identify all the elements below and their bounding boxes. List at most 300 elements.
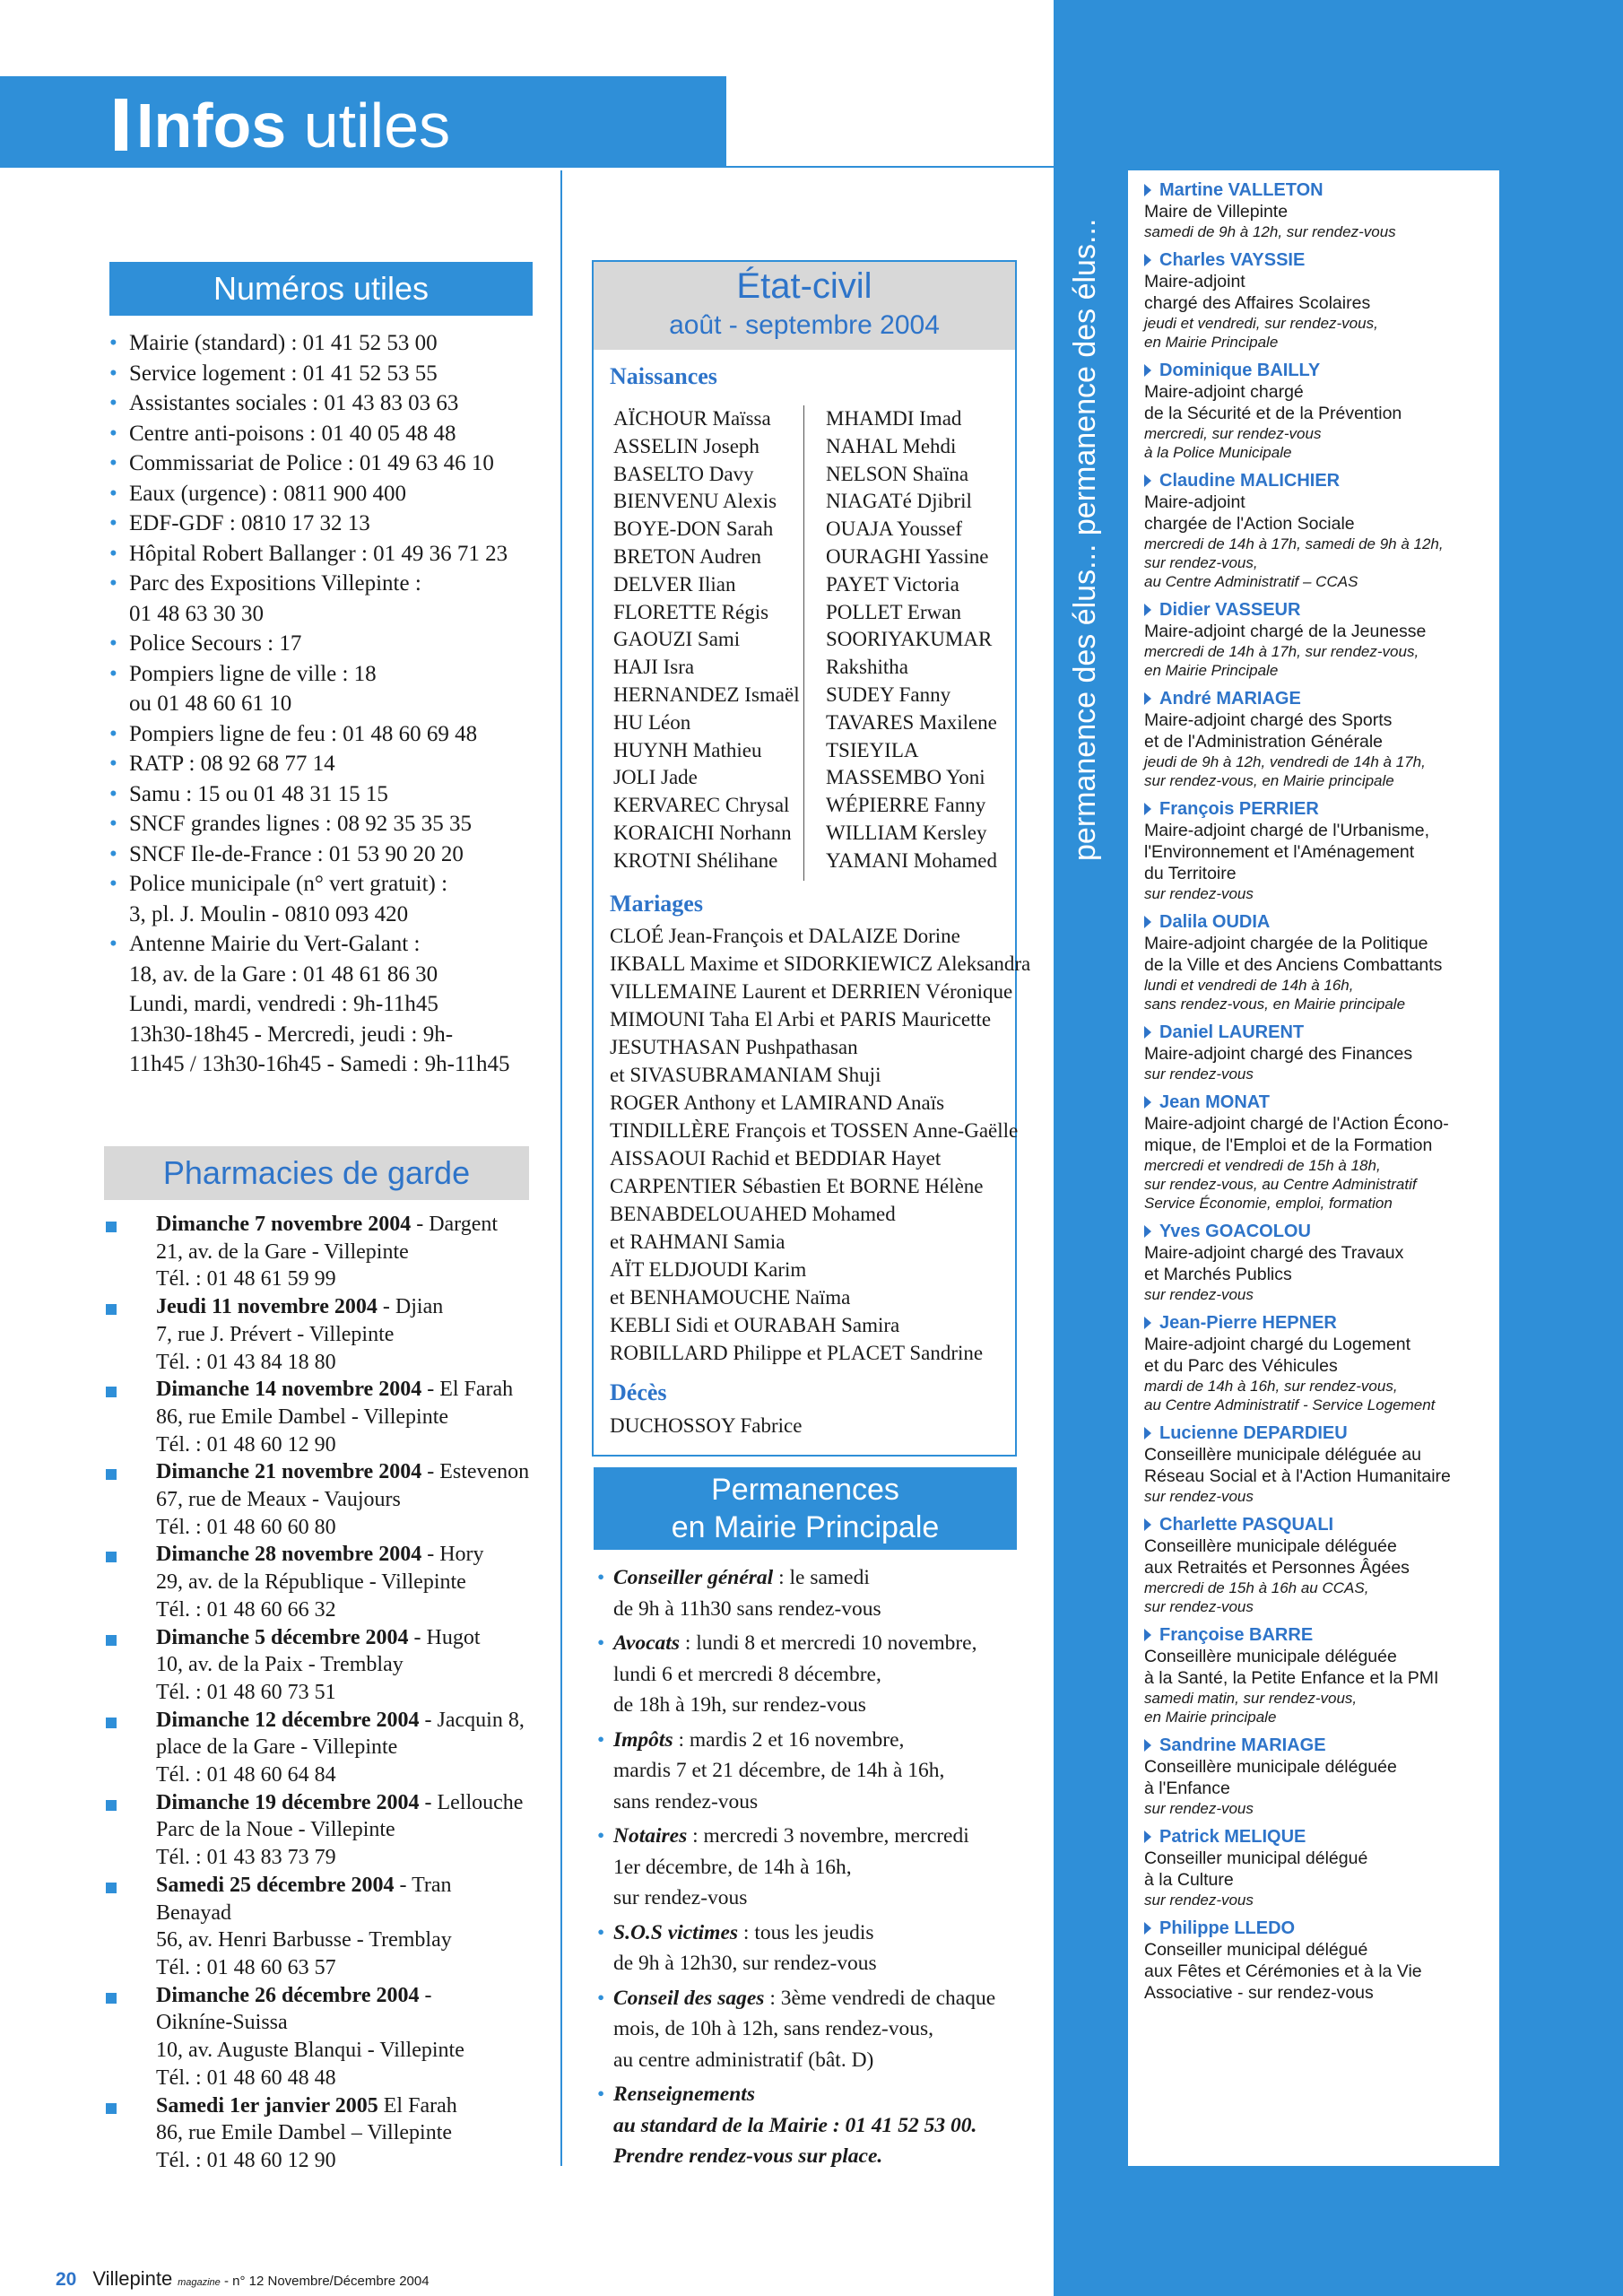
elu-item [1144,1918,1498,2004]
numero-item [109,659,540,719]
elu-role: l'Environnement et l'Aménagement [1144,842,1415,862]
elu-name: André MARIAGE [1144,688,1498,709]
deces-item: DUCHOSSOY Fabrice [610,1414,803,1437]
permanence-line [613,1983,1019,2014]
elu-role: Conseiller municipal délégué [1144,1848,1368,1868]
permanence-line [613,1918,1019,1949]
mariage-item: et SIVASUBRAMANIAM Shuji [610,1064,881,1086]
pharmacie-name-cont: Benayad [156,1900,231,1925]
numero-line: • Pompiers ligne de ville : 18 [129,661,377,686]
pharmacie-heading [156,1541,552,1569]
permanence-line [613,1821,1019,1852]
header-rule [0,166,1054,168]
pharmacie-phone: Tél. : 01 48 60 48 48 [156,2066,336,2090]
naissance-item: OUAJA Youssef [826,517,963,541]
permanence-line: 1er décembre, de 14h à 16h, [613,1855,852,1879]
mariages-heading: Mariages [610,891,703,917]
pharmacie-item [104,1458,552,1541]
elu-schedule: sur rendez-vous, [1144,554,1258,571]
mariage-item: CARPENTIER Sébastien Et BORNE Hélène [610,1175,984,1197]
numero-line: • Police municipale (n° vert gratuit) : [129,872,448,896]
numero-item [109,388,540,419]
naissance-item: GAOUZI Sami [613,628,741,651]
permanence-line: sans rendez-vous [613,1789,759,1813]
permanence-item [597,1983,1019,2076]
elu-role: Maire-adjoint chargé de la Jeunesse [1144,622,1427,641]
permanence-line: lundi 6 et mercredi 8 décembre, [613,1662,881,1686]
numero-item [109,569,540,629]
permanence-item [597,1725,1019,1818]
naissance-item: DELVER Ilian [613,572,736,596]
elu-role: Maire-adjoint chargé des Finances [1144,1044,1413,1064]
naissance-item: PAYET Victoria [826,572,959,596]
numero-line: • Mairie (standard) : 01 41 52 53 00 [129,331,438,355]
numero-line: • Eaux (urgence) : 0811 900 400 [129,481,406,506]
elu-item [1144,1221,1498,1304]
elu-schedule: sur rendez-vous [1144,885,1254,902]
numero-item [109,809,540,839]
mariage-item: TINDILLÈRE François et TOSSEN Anne-Gaëlle [610,1119,1019,1142]
elu-item [1144,1022,1498,1083]
elu-role: à l'Enfance [1144,1779,1230,1798]
elu-role: et de l'Administration Générale [1144,732,1384,752]
elu-item [1144,179,1498,241]
elu-role: à la Santé, la Petite Enfance et la PMI [1144,1668,1439,1688]
numero-item [109,448,540,479]
numero-item [109,929,540,1080]
naissance-item: KROTNI Shélihane [613,848,778,872]
elu-role: Maire-adjoint chargé de l'Urbanisme, [1144,821,1430,840]
naissance-item: BASELTO Davy [613,462,754,485]
numero-item [109,539,540,570]
elu-name: Dominique BAILLY [1144,360,1498,381]
elu-schedule: jeudi et vendredi, sur rendez-vous, [1144,315,1378,332]
pharmacie-heading [156,1789,552,1817]
numero-line: Lundi, mardi, vendredi : 9h-11h45 [129,992,438,1016]
elu-schedule: sur rendez-vous [1144,1598,1254,1615]
elu-role: Maire-adjoint [1144,272,1245,291]
elu-schedule: en Mairie principale [1144,1709,1277,1726]
naissance-item: FLORETTE Régis [613,600,769,623]
naissance-item: Rakshitha [826,656,908,679]
pharmacie-heading [156,1982,552,2010]
numero-line: 18, av. de la Gare : 01 48 61 86 30 [129,961,438,987]
pharmacie-name: - Jacquin 8, [419,1708,525,1732]
mariage-item: AÏT ELDJOUDI Karim [610,1258,807,1281]
naissance-item: SUDEY Fanny [826,683,951,706]
mariage-item: BENABDELOUAHED Mohamed [610,1203,896,1225]
pharmacie-phone: Tél. : 01 48 61 59 99 [156,1267,336,1292]
elus-list [1144,179,1498,2012]
elu-name: Charles VAYSSIE [1144,249,1498,271]
mariages-list [610,922,1030,1367]
naissances-separator [803,405,804,881]
mariage-item: ROGER Anthony et LAMIRAND Anaïs [610,1091,945,1114]
elu-item [1144,1624,1498,1726]
elu-role: Conseillère municipale déléguée [1144,1536,1397,1556]
permanence-text: : mardis 2 et 16 novembre, [673,1727,905,1752]
elu-item [1144,1735,1498,1818]
pharmacie-phone: Tél. : 01 43 83 73 79 [156,1846,336,1870]
elu-name: Jean-Pierre HEPNER [1144,1312,1498,1334]
pharmacie-name: - Dargent [411,1213,499,1236]
numero-line: • SNCF Ile-de-France : 01 53 90 20 20 [129,841,464,866]
elu-role: Associative - sur rendez-vous [1144,1983,1374,2003]
pharmacie-address: 67, rue de Meaux - Vaujours [156,1488,401,1512]
elu-role: Maire de Villepinte [1144,202,1289,222]
pharmacie-phone: Tél. : 01 48 60 66 32 [156,1597,336,1622]
numero-item [109,629,540,659]
naissance-item: KERVAREC Chrysal [613,794,790,817]
naissance-item: WILLIAM Kersley [826,821,987,844]
pharmacie-phone: Tél. : 01 48 60 12 90 [156,1432,336,1457]
elu-role: Maire-adjoint chargé du Logement [1144,1335,1411,1354]
pharmacie-phone: Tél. : 01 48 60 63 57 [156,1955,336,1979]
numero-line: • Samu : 15 ou 01 48 31 15 15 [129,781,388,806]
pharmacie-date: Samedi 25 décembre 2004 [156,1873,395,1897]
page-title [115,90,450,161]
numero-item [109,419,540,449]
naissance-item: NIAGATé Djibril [826,490,972,513]
elu-schedule: Service Économie, emploi, formation [1144,1195,1393,1212]
etat-civil-header [594,262,1015,350]
permanence-label: Impôts [613,1727,673,1752]
pharmacie-heading [156,1624,552,1652]
naissances-heading: Naissances [610,363,717,389]
naissance-item: TAVARES Maxilene [826,710,997,734]
naissance-item: YAMANI Mohamed [826,848,998,872]
mariage-item: IKBALL Maxime et SIDORKIEWICZ Aleksandra [610,952,1031,975]
numero-line: • Antenne Mairie du Vert-Galant : [129,932,421,956]
pharmacie-item [104,1376,552,1458]
footer-brand: Villepinte [92,2267,173,2290]
elu-name: Daniel LAURENT [1144,1022,1498,1043]
permanence-line: Prendre rendez-vous sur place. [613,2144,883,2168]
pharmacie-heading [156,2092,552,2120]
mariage-item: AISSAOUI Rachid et BEDDIAR Hayet [610,1147,942,1170]
pharmacie-address: 7, rue J. Prévert - Villepinte [156,1322,395,1346]
elu-schedule: au Centre Administratif – CCAS [1144,573,1358,590]
elu-item [1144,1826,1498,1909]
elu-name: Philippe LLEDO [1144,1918,1498,1939]
numero-line: 13h30-18h45 - Mercredi, jeudi : 9h- [129,1022,454,1047]
permanence-text: : 3ème vendredi de chaque [764,1986,996,2010]
elu-schedule: samedi matin, sur rendez-vous, [1144,1690,1358,1707]
elu-role: Maire-adjoint chargé [1144,382,1304,402]
elu-schedule: en Mairie Principale [1144,662,1279,679]
numero-item [109,749,540,779]
column-divider [560,170,562,2166]
elu-name: Yves GOACOLOU [1144,1221,1498,1242]
elu-item [1144,688,1498,790]
numero-item [109,779,540,810]
numero-line: 01 48 63 30 30 [129,601,264,626]
naissance-item: HERNANDEZ Ismaël [613,683,800,706]
naissance-item: NAHAL Mehdi [826,434,957,457]
elu-item [1144,798,1498,903]
pharmacie-address: 56, av. Henri Barbusse - Tremblay [156,1928,452,1952]
permanence-line [613,1628,1019,1659]
pharmacie-item [104,2092,552,2175]
numero-line: • Assistantes sociales : 01 43 83 03 63 [129,391,459,415]
permanence-line [613,1562,1019,1594]
elu-role: aux Fêtes et Cérémonies et à la Vie [1144,1961,1422,1981]
pharmacie-item [104,1707,552,1789]
pharmacie-phone: Tél. : 01 48 60 73 51 [156,1680,336,1704]
naissance-item: HAJI Isra [613,656,695,679]
pharmacie-heading [156,1458,552,1486]
pharmacie-name: - Hory [421,1543,484,1567]
pharmacies-list [104,1211,552,2175]
elu-role: Conseillère municipale déléguée [1144,1757,1397,1777]
permanence-label: Avocats [613,1631,680,1655]
elu-schedule: en Mairie Principale [1144,334,1279,351]
pharmacie-name: - Estevenon [421,1460,530,1484]
elu-name: Didier VASSEUR [1144,599,1498,621]
pharmacie-phone: Tél. : 01 48 60 60 80 [156,1515,336,1539]
naissance-item: JOLI Jade [613,766,698,789]
permanence-text: : mercredi 3 novembre, mercredi [687,1824,969,1848]
numero-line: • Service logement : 01 41 52 53 55 [129,361,438,386]
pharmacie-name: - El Farah [421,1378,514,1402]
numero-item [109,869,540,929]
numeros-utiles-list [109,328,540,1080]
elu-role: de la Ville et des Anciens Combattants [1144,955,1443,975]
numero-line: • Police Secours : 17 [129,631,302,656]
elu-schedule: mercredi de 15h à 16h au CCAS, [1144,1579,1369,1596]
permanence-line: de 9h à 11h30 sans rendez-vous [613,1596,881,1621]
permanence-text: : tous les jeudis [738,1920,874,1944]
naissance-item: OURAGHI Yassine [826,544,989,568]
elu-role: et du Parc des Véhicules [1144,1356,1338,1376]
pharmacie-heading [156,1707,552,1735]
naissance-item: TSIEYILA [826,738,919,761]
elu-schedule: mercredi et vendredi de 15h à 18h, [1144,1157,1381,1174]
pharmacie-phone: Tél. : 01 43 84 18 80 [156,1350,336,1374]
deces-list [610,1412,802,1439]
elu-name: Dalila OUDIA [1144,911,1498,933]
pharmacie-date: Jeudi 11 novembre 2004 [156,1295,378,1319]
naissance-item: BIENVENU Alexis [613,490,777,513]
pharmacie-address: Parc de la Noue - Villepinte [156,1818,395,1842]
numero-line: ou 01 48 60 61 10 [129,691,292,716]
elu-role: Maire-adjoint chargée de la Politique [1144,934,1428,953]
pharmacie-item [104,1211,552,1293]
pharmacie-heading [156,1376,552,1404]
elu-schedule: sur rendez-vous [1144,1286,1254,1303]
pharmacie-name: - Djian [377,1295,444,1319]
elu-role: Conseiller municipal délégué [1144,1940,1368,1960]
title-bar-icon [115,99,127,151]
etat-civil-subtitle: août - septembre 2004 [669,310,940,340]
elu-role: mique, de l'Emploi et de la Formation [1144,1135,1433,1155]
elu-schedule: sans rendez-vous, en Mairie principale [1144,996,1406,1013]
elu-role: de la Sécurité et de la Prévention [1144,404,1402,423]
naissances-column-2 [826,405,997,875]
pharmacie-item [104,1789,552,1872]
numero-line: • Parc des Expositions Villepinte : [129,571,421,596]
numeros-utiles-title: Numéros utiles [109,262,533,316]
mariage-item: VILLEMAINE Laurent et DERRIEN Véronique [610,980,1013,1003]
permanence-item [597,2079,1019,2172]
elu-name: Patrick MELIQUE [1144,1826,1498,1848]
elu-schedule: mercredi de 14h à 17h, sur rendez-vous, [1144,643,1419,660]
elu-schedule: sur rendez-vous, au Centre Administratif [1144,1176,1417,1193]
elu-schedule: mercredi de 14h à 17h, samedi de 9h à 12h, [1144,535,1444,552]
pharmacie-item [104,1541,552,1623]
pharmacie-date: Dimanche 19 décembre 2004 [156,1790,420,1814]
elu-name: Lucienne DEPARDIEU [1144,1422,1498,1444]
elu-role: Maire-adjoint chargé des Travaux [1144,1243,1404,1263]
permanence-item [597,1562,1019,1624]
elu-role: Conseillère municipale déléguée [1144,1647,1397,1666]
numero-item [109,839,540,870]
pharmacie-item [104,1293,552,1376]
page-number: 20 [56,2269,77,2290]
numero-item [109,479,540,509]
pharmacie-date: Dimanche 5 décembre 2004 [156,1625,409,1649]
elu-item [1144,1422,1498,1506]
naissance-item: BRETON Audren [613,544,762,568]
naissance-item: HUYNH Mathieu [613,738,762,761]
pharmacie-item [104,1872,552,1982]
naissance-item: WÉPIERRE Fanny [826,794,986,817]
elu-item [1144,911,1498,1013]
pharmacie-address: place de la Gare - Villepinte [156,1735,398,1760]
mariage-item: KEBLI Sidi et OURABAH Samira [610,1314,900,1336]
permanence-line: au centre administratif (bât. D) [613,2048,874,2072]
elu-role: chargé des Affaires Scolaires [1144,293,1371,313]
naissance-item: AÏCHOUR Maïssa [613,407,771,430]
pharmacie-address: 10, av. de la Paix - Tremblay [156,1653,404,1677]
numero-item [109,509,540,539]
pharmacie-heading [156,1293,552,1321]
permanence-label: Conseil des sages [613,1986,765,2010]
etat-civil-title: État-civil [736,266,872,306]
vertical-label-text: permanence des élus... permanence des élus... [1068,218,1102,861]
naissance-item: SOORIYAKUMAR [826,628,993,651]
footer-magazine: magazine [178,2277,221,2288]
elu-name: Claudine MALICHIER [1144,470,1498,491]
naissance-item: KORAICHI Norhann [613,821,792,844]
pharmacie-phone: Tél. : 01 48 60 64 84 [156,1763,336,1787]
elu-name: Charlette PASQUALI [1144,1514,1498,1535]
numero-line: 3, pl. J. Moulin - 0810 093 420 [129,901,409,926]
footer-issue: - n° 12 Novembre/Décembre 2004 [220,2274,430,2289]
elu-item [1144,1514,1498,1616]
pharmacie-heading [156,1211,552,1239]
mariage-item: MIMOUNI Taha El Arbi et PARIS Mauricette [610,1008,992,1031]
elu-role: Réseau Social et à l'Action Humanitaire [1144,1466,1451,1486]
permanence-line: mois, de 10h à 12h, sans rendez-vous, [613,2017,933,2040]
pharmacie-address: 21, av. de la Gare - Villepinte [156,1239,409,1264]
elu-role: Maire-adjoint chargé des Sports [1144,710,1393,730]
numero-line: • Pompiers ligne de feu : 01 48 60 69 48 [129,721,478,746]
pharmacie-date: Dimanche 12 décembre 2004 [156,1708,420,1732]
numero-item [109,359,540,389]
pharmacie-address: 86, rue Emile Dambel - Villepinte [156,1405,449,1429]
pharmacie-name: El Farah [378,2093,457,2118]
pharmacie-name: - [419,1983,432,2007]
permanence-label: Renseignements [613,2083,755,2106]
permanences-title [594,1467,1017,1550]
numero-line: • Hôpital Robert Ballanger : 01 49 36 71 23 [129,541,508,566]
permanence-item [597,1918,1019,1979]
permanence-label: Notaires [613,1824,688,1848]
pharmacie-name-cont: Oikníne-Suissa [156,2011,288,2035]
elu-role: aux Retraités et Personnes Âgées [1144,1558,1410,1578]
page-title-bold: Infos [136,91,287,161]
elu-name: François PERRIER [1144,798,1498,820]
elu-schedule: sur rendez-vous, en Mairie principale [1144,772,1394,789]
elu-role: à la Culture [1144,1870,1234,1890]
permanences-list [597,1562,1019,2176]
permanence-line [613,1725,1019,1756]
numero-line: • Centre anti-poisons : 01 40 05 48 48 [129,421,456,446]
permanence-text: : lundi 8 et mercredi 10 novembre, [679,1631,977,1655]
mariage-item: et RAHMANI Samia [610,1231,785,1253]
elu-name: Françoise BARRE [1144,1624,1498,1646]
elu-role: Maire-adjoint chargé de l'Action Écono- [1144,1114,1449,1134]
naissance-item: ASSELIN Joseph [613,434,759,457]
elu-schedule: lundi et vendredi de 14h à 16h, [1144,977,1354,994]
elu-schedule: sur rendez-vous [1144,1065,1254,1083]
mariage-item: CLOÉ Jean-François et DALAIZE Dorine [610,925,960,947]
permanence-line: au standard de la Mairie : 01 41 52 53 00. [613,2113,977,2137]
permanence-line: mardis 7 et 21 décembre, de 14h à 16h, [613,1759,945,1782]
pharmacie-name: - Lellouche [419,1790,524,1814]
elu-item [1144,599,1498,680]
elu-item [1144,360,1498,462]
numero-line: • SNCF grandes lignes : 08 92 35 35 35 [129,812,472,836]
permanence-item [597,1821,1019,1914]
elu-item [1144,1312,1498,1414]
permanence-label: Conseiller général [613,1566,774,1589]
elu-schedule: sur rendez-vous [1144,1800,1254,1817]
elu-schedule: à la Police Municipale [1144,444,1292,461]
elu-schedule: mardi de 14h à 16h, sur rendez-vous, [1144,1378,1398,1395]
elu-role: et Marchés Publics [1144,1265,1292,1284]
elu-role: chargée de l'Action Sociale [1144,514,1355,534]
numero-line: • RATP : 08 92 68 77 14 [129,752,335,776]
naissance-item: MHAMDI Imad [826,407,962,430]
elu-item [1144,249,1498,352]
pharmacies-title: Pharmacies de garde [104,1146,529,1200]
pharmacie-name: - Hugot [408,1625,481,1649]
elu-schedule: sur rendez-vous [1144,1488,1254,1505]
mariage-item: ROBILLARD Philippe et PLACET Sandrine [610,1342,984,1364]
permanence-line: de 18h à 19h, sur rendez-vous [613,1693,866,1717]
pharmacie-date: Samedi 1er janvier 2005 [156,2093,378,2118]
naissance-item: POLLET Erwan [826,600,961,623]
naissances-column-1 [613,405,800,875]
deces-heading: Décès [610,1379,667,1405]
pharmacie-item [104,1982,552,2092]
numero-line: • Commissariat de Police : 01 49 63 46 10 [129,451,494,475]
naissance-item: HU Léon [613,710,691,734]
permanence-line: de 9h à 12h30, sur rendez-vous [613,1952,877,1975]
elu-role: du Territoire [1144,864,1237,883]
permanence-line [613,2079,1019,2110]
pharmacie-date: Dimanche 26 décembre 2004 [156,1983,420,2007]
mariage-item: et BENHAMOUCHE Naïma [610,1286,851,1309]
elu-name: Martine VALLETON [1144,179,1498,201]
permanence-item [597,1628,1019,1721]
pharmacie-item [104,1624,552,1707]
elu-schedule: jeudi de 9h à 12h, vendredi de 14h à 17h, [1144,753,1426,770]
pharmacie-date: Dimanche 28 novembre 2004 [156,1543,422,1567]
permanences-title-line2: en Mairie Principale [671,1510,940,1544]
